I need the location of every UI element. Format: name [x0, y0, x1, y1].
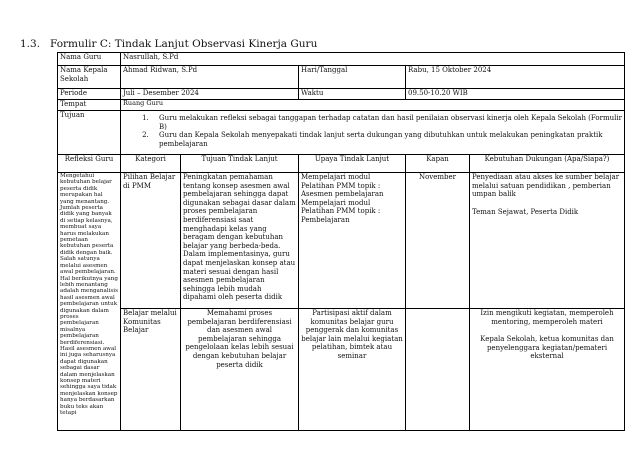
- col-header-refleksi: Refleksi Guru: [58, 155, 121, 173]
- tempat-value: Ruang Guru: [121, 100, 625, 111]
- kategori-cell: Belajar melalui Komunitas Belajar: [121, 309, 181, 431]
- upaya-cell: Mempelajari modul Pelatihan PMM topik : Asesmen pembelajaran Mempelajari modul Pelatihan PMM topik : Pembelajaran: [299, 173, 406, 309]
- refleksi-guru-text: Mengetahui kebutuhan belajar peserta didik merupakan hal yang menantang. Jumlah peserta didik yang banyak di setiap kelasnya, membuat saya harus melakukan pemetaan kebutuhan peserta didik dengan baik. Salah satunya melalui asesmen awal pembelajaran. Hal berikutnya yang lebih menantang adalah menganalisis hasil asesmen awal pembelajaran untuk digunakan dalam proses pembelajaran misalnya pembelajaran berdiferensiasi. Hasil asesmen awal ini juga seharusnya dapat digunakan sebagai dasar dalam menjelaskan konsep materi sehingga saya tidak menjelaskan konsep hanya berdasarkan buku teks akan tetapi: [58, 173, 121, 431]
- dukungan-who: Teman Sejawat, Peserta Didik: [472, 207, 579, 216]
- section-title: Formulir C: Tindak Lanjut Observasi Kinerja Guru: [50, 38, 318, 50]
- section-heading: [20, 38, 317, 50]
- periode-value: Juli – Desember 2024: [121, 89, 299, 100]
- tujuan-cell: Peningkatan pemahaman tentang konsep asesmen awal pembelajaran sehingga dapat digunakan sebagai dasar dalam proses pembelajaran berdiferensiasi saat menghadapi kelas yang beragam dengan kebutuhan belajar yang berbeda-beda. Dalam implementasinya, guru dapat menjelaskan konsep atau materi sesuai dengan hasil asesmen pembelajaran sehingga lebih mudah dipahami oleh peserta didik: [181, 173, 299, 309]
- tujuan-item: 1. Guru melakukan refleksi sebagai tanggapan terhadap catatan dan hasil penilaian observasi kinerja oleh Kepala Sekolah (Formulir B): [151, 114, 622, 131]
- tujuan-list: [121, 111, 625, 155]
- col-header-dukungan: Kebutuhan Dukungan (Apa/Siapa?): [470, 155, 625, 173]
- col-header-kategori: Kategori: [121, 155, 181, 173]
- kapan-cell: [406, 309, 470, 431]
- dukungan-what: Izin mengikuti kegiatan, memperoleh mentoring, memperoleh materi: [480, 309, 614, 326]
- section-number: 1.3.: [20, 38, 41, 50]
- table-row: [58, 173, 625, 309]
- waktu-value: 09.50-10.20 WIB: [406, 89, 625, 100]
- periode-label: Periode: [58, 89, 121, 100]
- kapan-cell: November: [406, 173, 470, 309]
- tujuan-item: 2. Guru dan Kepala Sekolah menyepakati tindak lanjut serta dukungan yang dibutuhkan untuk melakukan peningkatan praktik pembelajaran: [151, 131, 622, 148]
- col-header-kapan: Kapan: [406, 155, 470, 173]
- dukungan-cell: [470, 173, 625, 309]
- dukungan-cell: [470, 309, 625, 431]
- dukungan-who: Kepala Sekolah, ketua komunitas dan penyelenggara kegiatan/pemateri eksternal: [480, 335, 614, 361]
- kategori-cell: Pilihan Belajar di PMM: [121, 173, 181, 309]
- table-row: [58, 309, 625, 431]
- observation-followup-table: [57, 52, 625, 431]
- kepala-sekolah-value: Ahmad Ridwan, S.Pd: [121, 66, 299, 89]
- hari-tanggal-label: Hari/Tanggal: [299, 66, 406, 89]
- hari-tanggal-value: Rabu, 15 Oktober 2024: [406, 66, 625, 89]
- nama-guru-label: Nama Guru: [58, 53, 121, 66]
- waktu-label: Waktu: [299, 89, 406, 100]
- tempat-label: Tempat: [58, 100, 121, 111]
- tujuan-cell: Memahami proses pembelajaran berdiferensiasi dan asesmen awal pembelajaran sehingga pengelolaan kelas lebih sesuai dengan kebutuhan belajar peserta didik: [181, 309, 299, 431]
- dukungan-what: Penyediaan atau akses ke sumber belajar melalui satuan pendidikan , pemberian umpan balik: [472, 173, 620, 199]
- col-header-tujuan: Tujuan Tindak Lanjut: [181, 155, 299, 173]
- col-header-upaya: Upaya Tindak Lanjut: [299, 155, 406, 173]
- nama-guru-value: Nasrullah, S.Pd: [121, 53, 625, 66]
- tujuan-label: Tujuan: [58, 111, 121, 155]
- upaya-cell: Partisipasi aktif dalam komunitas belajar guru penggerak dan komunitas belajar lain melalui kegiatan pelatihan, bimtek atau seminar: [299, 309, 406, 431]
- kepala-sekolah-label: Nama Kepala Sekolah: [58, 66, 121, 89]
